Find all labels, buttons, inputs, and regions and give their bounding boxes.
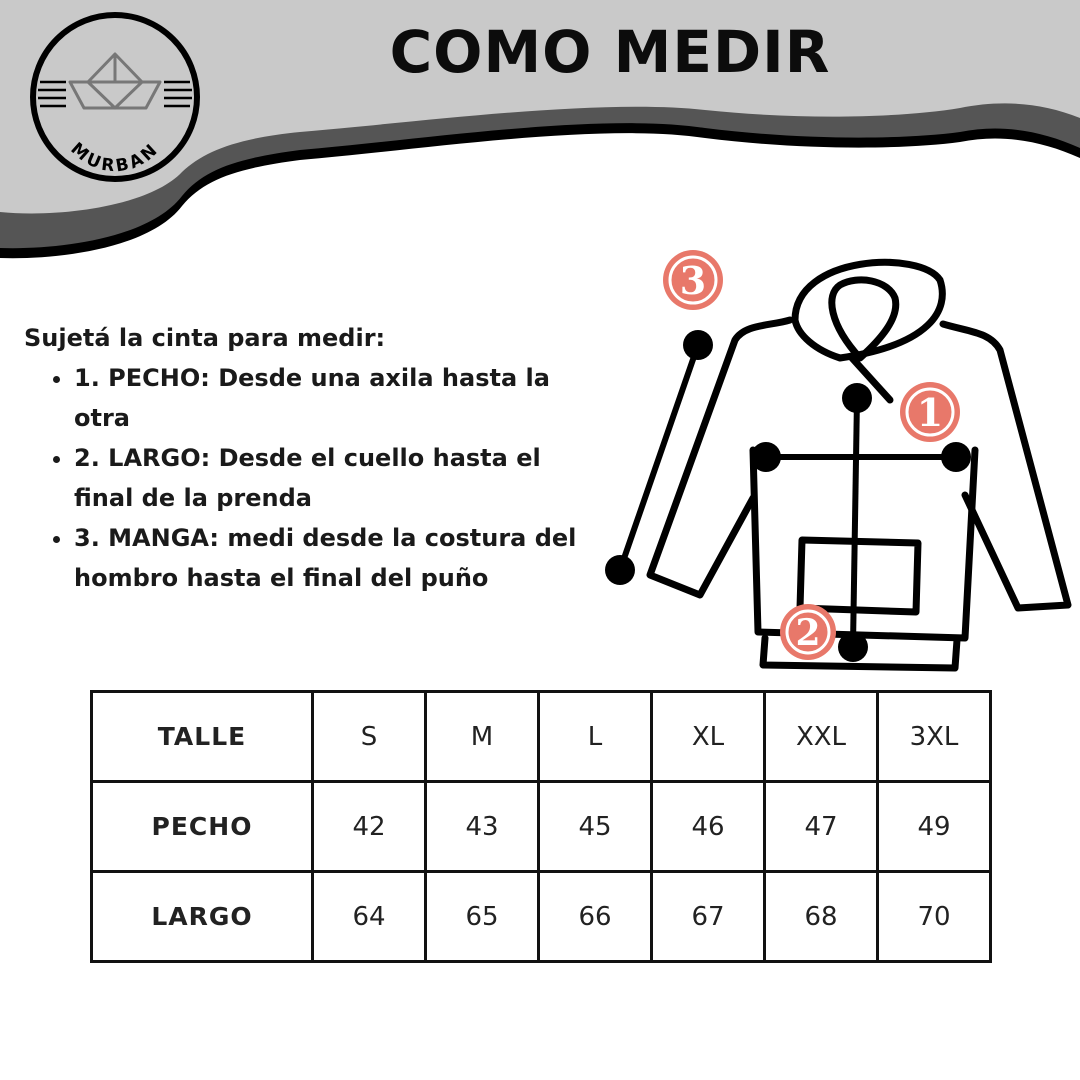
table-cell: 66: [539, 872, 652, 962]
table-row: [92, 872, 991, 962]
table-cell: 45: [539, 782, 652, 872]
table-row: [92, 782, 991, 872]
length-measure-line: [842, 383, 872, 645]
table-row: [92, 692, 991, 782]
instruction-item: • 3. MANGA: medi desde la costura del hombro hasta el final del puño: [74, 518, 584, 598]
svg-text:3: 3: [679, 258, 707, 303]
table-cell: 3XL: [878, 692, 991, 782]
table-cell: S: [313, 692, 426, 782]
table-cell: 49: [878, 782, 991, 872]
kangaroo-pocket: [800, 540, 918, 612]
instructions-intro: Sujetá la cinta para medir:: [24, 324, 386, 352]
hoodie-icon: [590, 240, 1080, 680]
marker-3: [663, 250, 723, 310]
table-cell: 67: [652, 872, 765, 962]
row-label: PECHO: [92, 782, 313, 872]
table-cell: XXL: [765, 692, 878, 782]
marker-1: [900, 382, 960, 442]
size-table: [90, 690, 992, 963]
row-label: TALLE: [92, 692, 313, 782]
measuring-instructions: [24, 318, 584, 598]
table-cell: 47: [765, 782, 878, 872]
svg-text:1: 1: [916, 390, 944, 435]
row-label: LARGO: [92, 872, 313, 962]
table-cell: L: [539, 692, 652, 782]
marker-2: [780, 604, 836, 660]
table-cell: 65: [426, 872, 539, 962]
table-cell: 70: [878, 872, 991, 962]
chest-measure-line: [751, 442, 971, 472]
length-bottom-dot: [838, 632, 868, 662]
table-cell: 46: [652, 782, 765, 872]
table-cell: 64: [313, 872, 426, 962]
murban-logo: [28, 10, 202, 184]
hood-outline: [795, 262, 942, 358]
page-title: COMO MEDIR: [389, 18, 831, 86]
instruction-item: • 2. LARGO: Desde el cuello hasta el final de la prenda: [74, 438, 584, 518]
table-cell: M: [426, 692, 539, 782]
table-cell: 42: [313, 782, 426, 872]
instructions-list: [24, 358, 584, 598]
brand-text: MURBAN: [66, 138, 164, 177]
table-cell: 43: [426, 782, 539, 872]
instruction-item: • 1. PECHO: Desde una axila hasta la otra: [74, 358, 584, 438]
table-cell: XL: [652, 692, 765, 782]
table-cell: 68: [765, 872, 878, 962]
svg-text:2: 2: [795, 612, 821, 654]
